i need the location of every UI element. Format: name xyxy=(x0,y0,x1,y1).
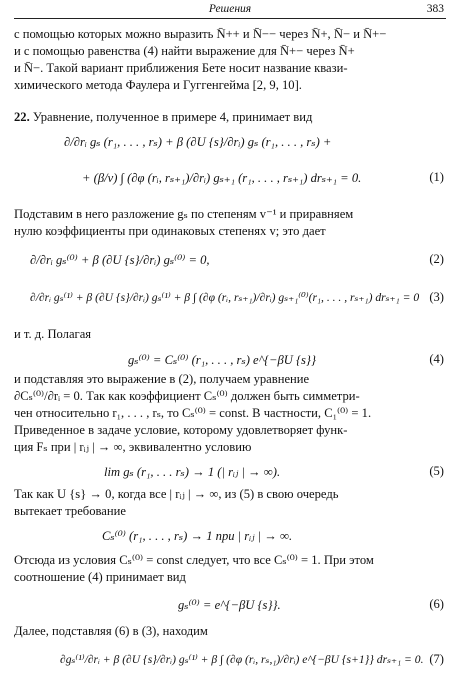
page-number: 383 xyxy=(426,3,444,15)
para2-line-1: Подставим в него разложение gₛ по степеням v⁻¹ и приравняем xyxy=(14,207,354,221)
para3: и т. д. Полагая xyxy=(14,327,92,341)
para1-line-2: и с помощью равенства (4) найти выражение для N̄+− через N̄+ xyxy=(14,44,355,58)
para4-line-3: чен относительно r₁, . . . , rₛ, то Cₛ⁽⁰⁾ = const. В частности, C₁⁽⁰⁾ = 1. xyxy=(14,406,372,420)
equation-number-5: (5) xyxy=(429,464,444,478)
equation-5: lim gₛ (r₁, . . . rₛ) → 1 (| rᵢⱼ | → ∞). xyxy=(104,465,281,479)
equation-number-2: (2) xyxy=(429,252,444,266)
equation-1-part-b: + (β/v) ∫ (∂φ (rᵢ, rₛ₊₁)/∂rᵢ) gₛ₊₁ (r₁, . . . , rₛ₊₁) drₛ₊₁ = 0. xyxy=(82,171,362,185)
equation-1-part-a: ∂/∂rᵢ gₛ (r₁, . . . , rₛ) + β (∂U {s}/∂rᵢ) gₛ (r₁, . . . , rₛ) + xyxy=(64,135,332,149)
equation-number-4: (4) xyxy=(429,352,444,366)
equation-4: gₛ⁽⁰⁾ = Cₛ⁽⁰⁾ (r₁, . . . , rₛ) e^{−βU {s}} xyxy=(128,353,317,367)
para4-line-4: Приведенное в задаче условие, которому удовлетворяет функ- xyxy=(14,423,348,437)
para2-line-2: нулю коэффициенты при одинаковых степенях v; это дает xyxy=(14,224,326,238)
problem-heading xyxy=(14,110,312,125)
equation-3: ∂/∂rᵢ gₛ⁽¹⁾ + β (∂U {s}/∂rᵢ) gₛ⁽¹⁾ + β ∫ (∂φ (rᵢ, rₛ₊₁)/∂rᵢ) gₛ₊₁⁽⁰⁾(r₁, . . . , rₛ₊₁) drₛ₊₁ = 0 xyxy=(30,291,420,304)
equation-number-1: (1) xyxy=(429,170,444,184)
para7: Далее, подставляя (6) в (3), находим xyxy=(14,624,208,638)
para1-line-1: с помощью которых можно выразить N̄++ и N̄−− через N̄+, N̄− и N̄+− xyxy=(14,27,387,41)
equation-7: ∂gₛ⁽¹⁾/∂rᵢ + β (∂U {s}/∂rᵢ) gₛ⁽¹⁾ + β ∫ (∂φ (rᵢ, rₛ,₁)/∂rᵢ) e^{−βU {s+1}} drₛ₊₁ = 0. xyxy=(60,653,424,666)
equation-number-7: (7) xyxy=(429,652,444,666)
para5-line-1: Так как U {s} → 0, когда все | rᵢⱼ | → ∞, из (5) в свою очередь xyxy=(14,487,339,501)
problem-number: 22. xyxy=(14,110,30,124)
para6-line-1: Отсюда из условия Cₛ⁽⁰⁾ = const следует, что все Cₛ⁽⁰⁾ = 1. При этом xyxy=(14,553,374,567)
problem-text: Уравнение, полученное в примере 4, принимает вид xyxy=(29,110,313,124)
equation-number-3: (3) xyxy=(429,290,444,304)
para4-line-1: и подставляя это выражение в (2), получаем уравнение xyxy=(14,372,310,386)
equation-condition: Cₛ⁽⁰⁾ (r₁, . . . , rₛ) → 1 при | rᵢⱼ | → ∞. xyxy=(102,529,293,543)
para4-line-5: ция Fₛ при | rᵢⱼ | → ∞, эквивалентно условию xyxy=(14,440,252,454)
para4-line-2: ∂Cₛ⁽⁰⁾/∂rᵢ = 0. Так как коэффициент Cₛ⁽⁰⁾ должен быть симметри- xyxy=(14,389,360,403)
equation-2: ∂/∂rᵢ gₛ⁽⁰⁾ + β (∂U {s}/∂rᵢ) gₛ⁽⁰⁾ = 0, xyxy=(30,253,210,267)
para5-line-2: вытекает требование xyxy=(14,504,126,518)
running-title: Решения xyxy=(208,3,252,15)
para6-line-2: соотношение (4) принимает вид xyxy=(14,570,186,584)
equation-6: gₛ⁽⁰⁾ = e^{−βU {s}}. xyxy=(178,598,281,612)
para1-line-3: и N̄−. Такой вариант приближения Бете носит название квази- xyxy=(14,61,348,75)
equation-number-6: (6) xyxy=(429,597,444,611)
para1-line-4: химического метода Фаулера и Гуггенгейма [2, 9, 10]. xyxy=(14,78,302,92)
running-header xyxy=(14,2,446,19)
